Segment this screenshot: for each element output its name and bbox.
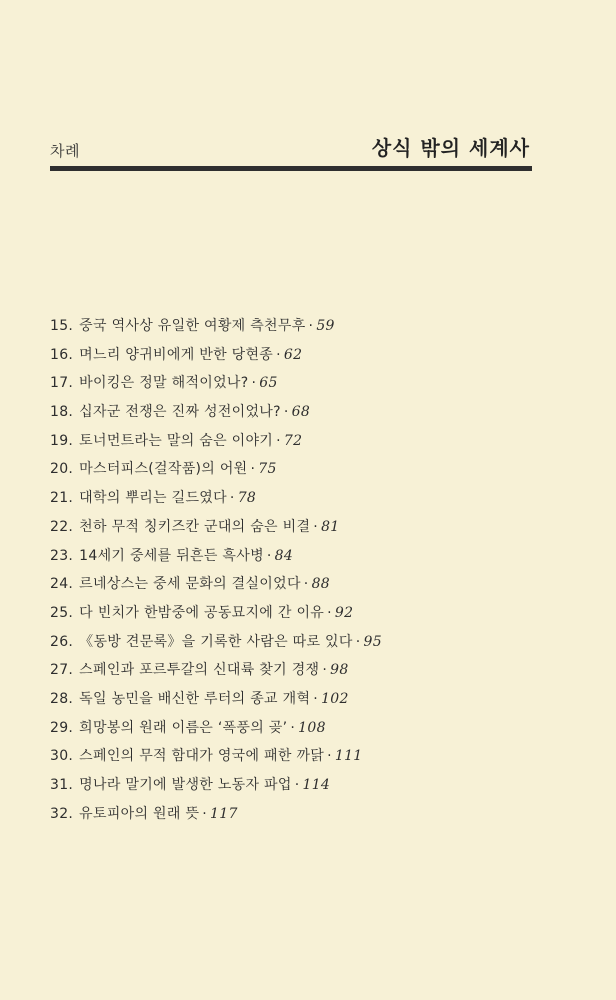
toc-entry-page: 59 xyxy=(316,318,335,334)
toc-entry-number: 29. xyxy=(50,719,74,736)
toc-entry-number: 26. xyxy=(50,633,74,650)
toc-entry-separator: · xyxy=(266,547,272,564)
toc-entry-number: 19. xyxy=(50,432,74,449)
toc-entry-separator: · xyxy=(202,805,208,822)
toc-entry[interactable] xyxy=(50,341,550,370)
toc-entry-page: 98 xyxy=(330,662,349,679)
toc-entry-title: 바이킹은 정말 해적이었나? xyxy=(79,375,249,392)
toc-entry-page: 95 xyxy=(363,633,382,650)
toc-entry-number: 17. xyxy=(50,375,74,392)
toc-entry[interactable] xyxy=(50,599,550,628)
toc-entry-number: 31. xyxy=(50,777,74,793)
toc-entry-title: 중국 역사상 유일한 여황제 측천무후 xyxy=(79,318,306,334)
toc-entry-title: 마스터피스(걸작품)의 어원 xyxy=(79,461,248,478)
toc-entry[interactable] xyxy=(50,628,550,657)
toc-entry-page: 108 xyxy=(298,719,326,736)
toc-entry[interactable] xyxy=(50,369,550,398)
toc-entry-separator: · xyxy=(322,662,328,679)
toc-entry-separator: · xyxy=(303,576,309,593)
toc-entry-page: 88 xyxy=(311,576,330,593)
toc-entry[interactable] xyxy=(50,484,550,513)
header-divider xyxy=(50,166,532,171)
toc-entry-number: 28. xyxy=(50,690,74,707)
toc-entry-separator: · xyxy=(327,748,332,765)
toc-entry[interactable] xyxy=(50,742,550,771)
toc-entry-separator: · xyxy=(294,777,300,793)
toc-entry[interactable] xyxy=(50,570,550,599)
toc-entry-title: 스페인의 무적 함대가 영국에 패한 까닭 xyxy=(79,748,325,765)
toc-entry-number: 30. xyxy=(50,748,74,765)
toc-entry-page: 111 xyxy=(334,748,363,765)
toc-entry-title: 천하 무적 칭키즈칸 군대의 숨은 비결 xyxy=(79,518,311,535)
toc-entry-title: 다 빈치가 한밤중에 공동묘지에 간 이유 xyxy=(79,604,325,621)
toc-entry-title: 스페인과 포르투갈의 신대륙 찾기 경쟁 xyxy=(79,662,320,679)
toc-entry-separator: · xyxy=(327,604,332,621)
toc-entry-title: 《동방 견문록》을 기록한 사람은 따로 있다 xyxy=(79,633,353,650)
toc-entry-title: 며느리 양귀비에게 반한 당현종 xyxy=(79,346,274,363)
toc-entry[interactable] xyxy=(50,455,550,484)
page-header xyxy=(50,128,532,172)
toc-entry-page: 81 xyxy=(321,518,340,535)
toc-entry-title: 대학의 뿌리는 길드였다 xyxy=(79,490,227,507)
section-label: 차례 xyxy=(50,142,80,160)
toc-entry[interactable] xyxy=(50,685,550,714)
toc-entry-title: 르네상스는 중세 문화의 결실이었다 xyxy=(79,576,301,593)
toc-entry-number: 32. xyxy=(50,805,74,822)
toc-entry-title: 독일 농민을 배신한 루터의 종교 개혁 xyxy=(79,690,311,707)
toc-entry-title: 14세기 중세를 뒤흔든 흑사병 xyxy=(79,547,264,564)
toc-entry[interactable] xyxy=(50,771,550,800)
toc-entry-separator: · xyxy=(308,318,314,334)
toc-entry-separator: · xyxy=(283,404,289,421)
toc-entry[interactable] xyxy=(50,800,550,829)
toc-entry-title: 토너먼트라는 말의 숨은 이야기 xyxy=(79,432,274,449)
toc-entry-page: 72 xyxy=(283,432,303,449)
toc-entry[interactable] xyxy=(50,427,550,456)
toc-entry-title: 유토피아의 원래 뜻 xyxy=(79,805,200,822)
toc-entry-page: 102 xyxy=(321,690,349,707)
table-of-contents xyxy=(50,312,550,828)
toc-entry[interactable] xyxy=(50,542,550,571)
toc-entry-title: 희망봉의 원래 이름은 ‘폭풍의 곶’ xyxy=(79,719,288,736)
toc-entry-number: 15. xyxy=(50,318,74,334)
toc-entry-title: 명나라 말기에 발생한 노동자 파업 xyxy=(79,777,292,793)
toc-entry-separator: · xyxy=(229,490,235,507)
toc-entry-title: 십자군 전쟁은 진짜 성전이었나? xyxy=(79,404,281,421)
toc-entry-page: 65 xyxy=(259,375,278,392)
toc-entry-page: 117 xyxy=(210,805,238,822)
toc-entry-separator: · xyxy=(290,719,296,736)
toc-entry-separator: · xyxy=(313,690,319,707)
toc-entry-separator: · xyxy=(276,432,281,449)
toc-entry[interactable] xyxy=(50,398,550,427)
toc-entry-page: 92 xyxy=(334,604,354,621)
toc-entry-number: 22. xyxy=(50,518,74,535)
toc-entry[interactable] xyxy=(50,312,550,341)
toc-entry-number: 23. xyxy=(50,547,74,564)
book-title: 상식 밖의 세계사 xyxy=(371,136,530,160)
toc-entry-number: 21. xyxy=(50,490,74,507)
toc-entry-page: 84 xyxy=(274,547,294,564)
toc-entry[interactable] xyxy=(50,656,550,685)
toc-entry-page: 68 xyxy=(291,404,311,421)
toc-entry-page: 114 xyxy=(302,777,331,793)
toc-entry-number: 20. xyxy=(50,461,74,478)
toc-entry[interactable] xyxy=(50,714,550,743)
toc-entry-separator: · xyxy=(276,346,281,363)
toc-entry-number: 25. xyxy=(50,604,74,621)
toc-entry-page: 78 xyxy=(237,490,257,507)
toc-entry[interactable] xyxy=(50,513,550,542)
toc-entry-number: 18. xyxy=(50,404,74,421)
toc-entry-separator: · xyxy=(313,518,319,535)
toc-entry-page: 75 xyxy=(258,461,277,478)
toc-entry-number: 16. xyxy=(50,346,74,363)
toc-entry-separator: · xyxy=(251,375,257,392)
toc-entry-number: 27. xyxy=(50,662,74,679)
toc-entry-number: 24. xyxy=(50,576,74,593)
toc-entry-separator: · xyxy=(250,461,256,478)
toc-entry-separator: · xyxy=(355,633,361,650)
toc-entry-page: 62 xyxy=(283,346,303,363)
